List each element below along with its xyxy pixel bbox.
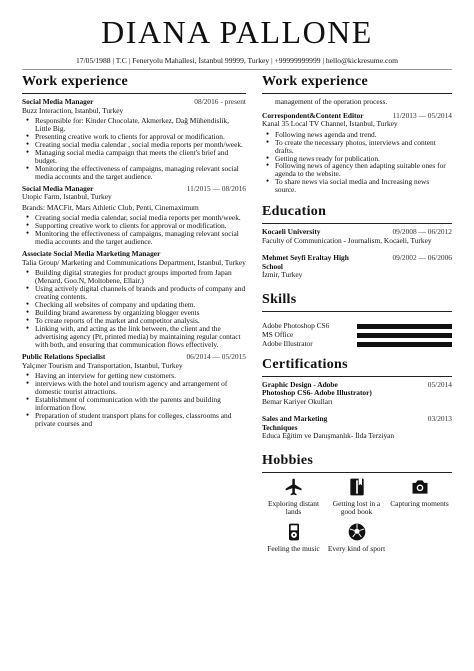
job-dates: 11/2015 — 08/2016 [186, 183, 246, 193]
skill-name: MS Office [262, 329, 294, 339]
bullet-item: ● To create the necessary photos, interviews and content drafts. [262, 139, 452, 155]
certification-issuer: Bemar Kariyer Okulları [262, 396, 333, 406]
bullet-item: ● Building brand awareness by organizing blogger events [22, 309, 246, 317]
hobby-item [388, 477, 451, 516]
bullet-item: ● Following news agenda and trend. [262, 131, 452, 139]
job-entry [22, 98, 246, 181]
skill-level-fill [357, 333, 452, 338]
education-detail: İzmir, Turkey [262, 270, 303, 280]
bullet-item: ● Having an interview for getting new customers. [22, 372, 246, 380]
job-dates: 08/2016 - present [194, 97, 246, 106]
hobby-label: Exploring distant lands [267, 498, 320, 516]
certifications-heading: Certifications [262, 357, 452, 377]
continued-text: management of the operation process. [275, 97, 388, 106]
skills-heading: Skills [262, 292, 452, 312]
work-experience-continued-heading: Work experience [262, 74, 452, 94]
job-entry [22, 353, 246, 428]
work-experience-heading: Work experience [22, 74, 246, 94]
job-dates: 06/2014 — 05/2015 [186, 352, 246, 362]
job-entry [22, 185, 246, 246]
hobbies-grid [262, 477, 452, 553]
job-title: Associate Social Media Marketing Manager [22, 249, 161, 259]
bullet-item: ● Linking with, and acting as the link between, the client and the advertising agency (Pr, printed media) by maintaining regular contact with both, and ensuring that communication flows effectively. [22, 325, 246, 349]
music-player-icon [284, 522, 304, 542]
certification-title: Sales and Marketing Techniques [262, 414, 328, 432]
education-school: Kocaeli University [262, 227, 321, 237]
hobby-label: Feeling the music [267, 544, 320, 553]
education-school: Mehmet Seyfi Eraltay High School [262, 253, 349, 271]
job-company: Utopic Farm, Istanbul, Turkey [22, 192, 112, 202]
job-title: Social Media Manager [22, 183, 94, 193]
bullet-item: ● Checking all websites of company and updating them. [22, 301, 246, 309]
bullet-item: ● Monitoring the effectiveness of campaigns, managing relevant social media accounts and the target audience. [22, 165, 246, 181]
bullet-item: ● Creating social media calendar , social media reports per month/week. [22, 141, 246, 149]
job-company: Talia Group/ Marketing and Communications Department, Istanbul, Turkey [22, 257, 246, 267]
hobby-item [262, 522, 325, 553]
hobby-item [262, 477, 325, 516]
hobby-item [325, 522, 388, 553]
camera-icon [410, 477, 430, 497]
job-bullets [22, 372, 246, 428]
bullet-item: ● Building digital strategies for product groups imported from Japan (Menard, Goo.N, Moltobene, Ellair.) [22, 269, 246, 285]
bullet-item: ● To create reports of the market and competitor analysis. [22, 317, 246, 325]
job-bullets [22, 117, 246, 181]
bullet-item: ● Establishment of communication with the parents and building information flow. [22, 396, 246, 412]
contact-line: 17/05/1988 | T.C | Feneryolu Mahallesi, İstanbul 99999, Turkey | +99999999999 | hello@kickresume.com [75, 56, 399, 65]
education-dates: 09/2002 — 06/2006 [392, 253, 452, 263]
bullet-item: ● Getting news ready for publication. [262, 155, 452, 163]
hobby-item [325, 477, 388, 516]
job-title: Correspondent&Content Editor [262, 110, 364, 120]
skill-level-bar [357, 342, 452, 347]
education-detail: Faculty of Communication - Journalism, Kocaeli, Turkey [262, 235, 432, 245]
bullet-item: ● Monitoring the effectiveness of campaigns, managing relevant social media accounts and the target audience. [22, 230, 246, 246]
job-bullets [22, 214, 246, 246]
skill-name: Adobe Illustrator [262, 338, 313, 348]
bullet-item: ● Responsible for: Kinder Chocolate, Akmerkez, Dağ Mühendislik, Little Big. [22, 117, 246, 133]
bullet-item: ● Preparation of student transport plans for colleges, classrooms and private courses and [22, 412, 246, 428]
job-entry [22, 250, 246, 349]
job-company: Buzz Interaction, Istanbul, Turkey [22, 105, 124, 115]
bullet-item: ● Presenting creative work to clients for approval or modification. [22, 133, 246, 141]
book-icon [347, 477, 367, 497]
job-company: Yalçıner Tourism and Transportation, Istanbul, Turkey [22, 360, 183, 370]
left-column [22, 74, 246, 432]
job-title: Public Relations Specialist [22, 352, 106, 362]
bullet-item: ● Managing social media campaign that meets the client's brief and budget. [22, 149, 246, 165]
hobbies-heading: Hobbies [262, 453, 452, 473]
right-column [262, 74, 452, 553]
soccer-ball-icon [347, 522, 367, 542]
education-entry [262, 228, 452, 245]
hobby-label: Capturing moments [390, 498, 449, 508]
hobby-label: Getting lost in a good book [332, 498, 381, 516]
certification-entry [262, 381, 452, 407]
education-entry [262, 254, 452, 280]
airplane-icon [284, 477, 304, 497]
header-divider [22, 69, 452, 70]
job-bullets [22, 269, 246, 349]
job-dates: 11/2013 — 05/2014 [392, 110, 452, 120]
job-company: Kanal 35 Local TV Channel, Istanbul, Turkey [262, 119, 398, 129]
bullet-item: ● interviews with the hotel and tourism agency and arrangement of domestic tourist attractions. [22, 380, 246, 396]
skill-level-bar [357, 333, 452, 338]
bullet-item: ● Following news of agency then adapting suitable ones for agenda to the website. [262, 162, 452, 178]
bullet-item: ● To share news via social media and Increasing news source. [262, 178, 452, 194]
certification-date: 03/2013 [427, 414, 452, 424]
hobby-label: Every kind of sport [327, 544, 386, 553]
bullet-item: ● Creating social media calendar, social media reports per month/week. [22, 214, 246, 222]
education-heading: Education [262, 204, 452, 224]
job-title: Social Media Manager [22, 97, 94, 106]
bullet-item: ● Using actively digital channels of brands and products of company and creating contents. [22, 285, 246, 301]
certification-title: Graphic Design - Adobe Photoshop CS6- Adobe Illustrator) [262, 379, 372, 398]
certification-date: 05/2014 [427, 379, 452, 389]
certification-entry [262, 415, 452, 441]
certification-issuer: Educa Eğitim ve Danışmanlık- İlda Terziyan [262, 431, 395, 441]
skill-name: Adobe Photoshop CS6 [262, 321, 330, 330]
job-entry [262, 112, 452, 195]
skill-level-fill [357, 342, 452, 347]
education-dates: 09/2008 — 06/2012 [392, 227, 452, 237]
job-description: Brands: MACFit, Mars Athletic Club, Penti, Cinemaximum [22, 202, 199, 212]
candidate-name: DIANA PALLONE [101, 14, 373, 50]
skill-level-fill [357, 324, 452, 329]
bullet-item: ● Supporting creative work to clients for approval or modification. [22, 222, 246, 230]
skill-level-bar [357, 324, 452, 329]
job-bullets [262, 131, 452, 195]
skill-row [262, 340, 452, 349]
